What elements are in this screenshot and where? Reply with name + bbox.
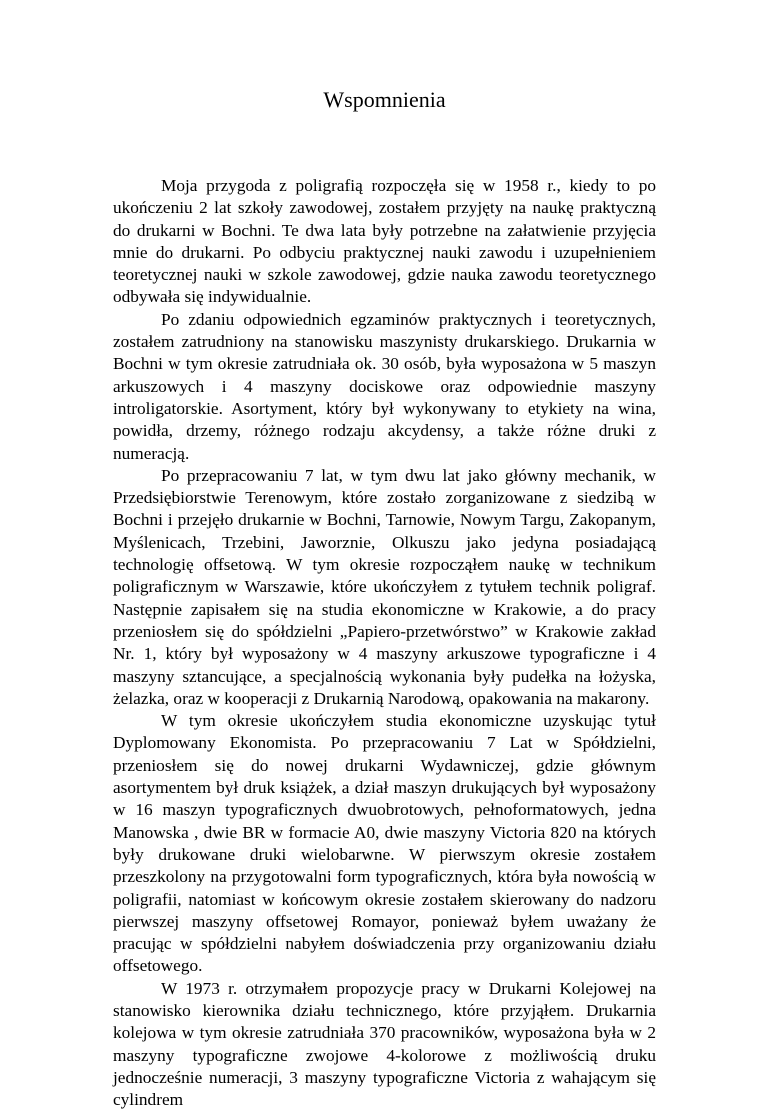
- document-body: [113, 175, 656, 1111]
- paragraph-1: Moja przygoda z poligrafią rozpoczęła się w 1958 r., kiedy to po ukończeniu 2 lat szkoły zawodowej, zostałem przyjęty na naukę praktyczną do drukarni w Bochni. Te dwa lata były potrzebne na załatwienie przyjęcia mnie do drukarni. Po odbyciu praktycznej nauki zawodu i uzupełnieniem teoretycznej nauki w szkole zawodowej, gdzie nauka zawodu teoretycznego odbywała się indywidualnie.: [113, 176, 656, 307]
- paragraph-4: W tym okresie ukończyłem studia ekonomiczne uzyskując tytuł Dyplomowany Ekonomista. Po przepracowaniu 7 Lat w Spółdzielni, przeniosłem się do nowej drukarni Wydawniczej, gdzie głównym asortymentem był druk książek, a dział maszyn drukujących był wyposażony w 16 maszyn typograficznych dwuobrotowych, pełnoformatowych, jedna Manowska , dwie BR w formacie A0, dwie maszyny Victoria 820 na których były drukowane druki wielobarwne. W pierwszym okresie zostałem przeszkolony na przygotowalni form typograficznych, która była nowością w poligrafii, natomiast w końcowym okresie zostałem skierowany do nadzoru pierwszej maszyny offsetowej Romayor, ponieważ byłem uważany że pracując w spółdzielni nabyłem doświadczenia przy organizowaniu działu offsetowego.: [113, 711, 656, 976]
- document-title: Wspomnienia: [323, 87, 446, 112]
- paragraph-2: Po zdaniu odpowiednich egzaminów praktycznych i teoretycznych, zostałem zatrudniony na stanowisku maszynisty drukarskiego. Drukarnia w Bochni w tym okresie zatrudniała ok. 30 osób, była wyposażona w 5 maszyn arkuszowych i 4 maszyny dociskowe oraz odpowiednie maszyny introligatorskie. Asortyment, który był wykonywany to etykiety na wina, powidła, drzemy, różnego rodzaju akcydensy, a także różne druki z numeracją.: [113, 309, 656, 463]
- paragraph-3: Po przepracowaniu 7 lat, w tym dwu lat jako główny mechanik, w Przedsiębiorstwie Terenowym, które zostało zorganizowane z siedzibą w Bochni i przejęło drukarnie w Bochni, Tarnowie, Nowym Targu, Zakopanym, Myślenicach, Trzebini, Jaworznie, Olkuszu jako jedyna posiadającą technologię offsetową. W tym okresie rozpocząłem naukę w technikum poligraficznym w Warszawie, które ukończyłem z tytułem technik poligraf. Następnie zapisałem się na studia ekonomiczne w Krakowie, a do pracy przeniosłem się do spółdzielni „Papiero-przetwórstwo” w Krakowie zakład Nr. 1, który był wyposażony w 4 maszyny arkuszowe typograficzne i 4 maszyny sztancujące, a specjalnością wykonania były pudełka na łożyska, żelazka, oraz w kooperacji z Drukarnią Narodową, opakowania na makarony.: [113, 465, 656, 708]
- paragraph-5: W 1973 r. otrzymałem propozycje pracy w Drukarni Kolejowej na stanowisko kierownika działu technicznego, które przyjąłem. Drukarnia kolejowa w tym okresie zatrudniała 370 pracowników, wyposażona była w 2 maszyny typograficzne zwojowe 4-kolorowe z możliwością druku jednocześnie numeracji, 3 maszyny typograficzne Victoria z wahającym się cylindrem: [113, 978, 656, 1110]
